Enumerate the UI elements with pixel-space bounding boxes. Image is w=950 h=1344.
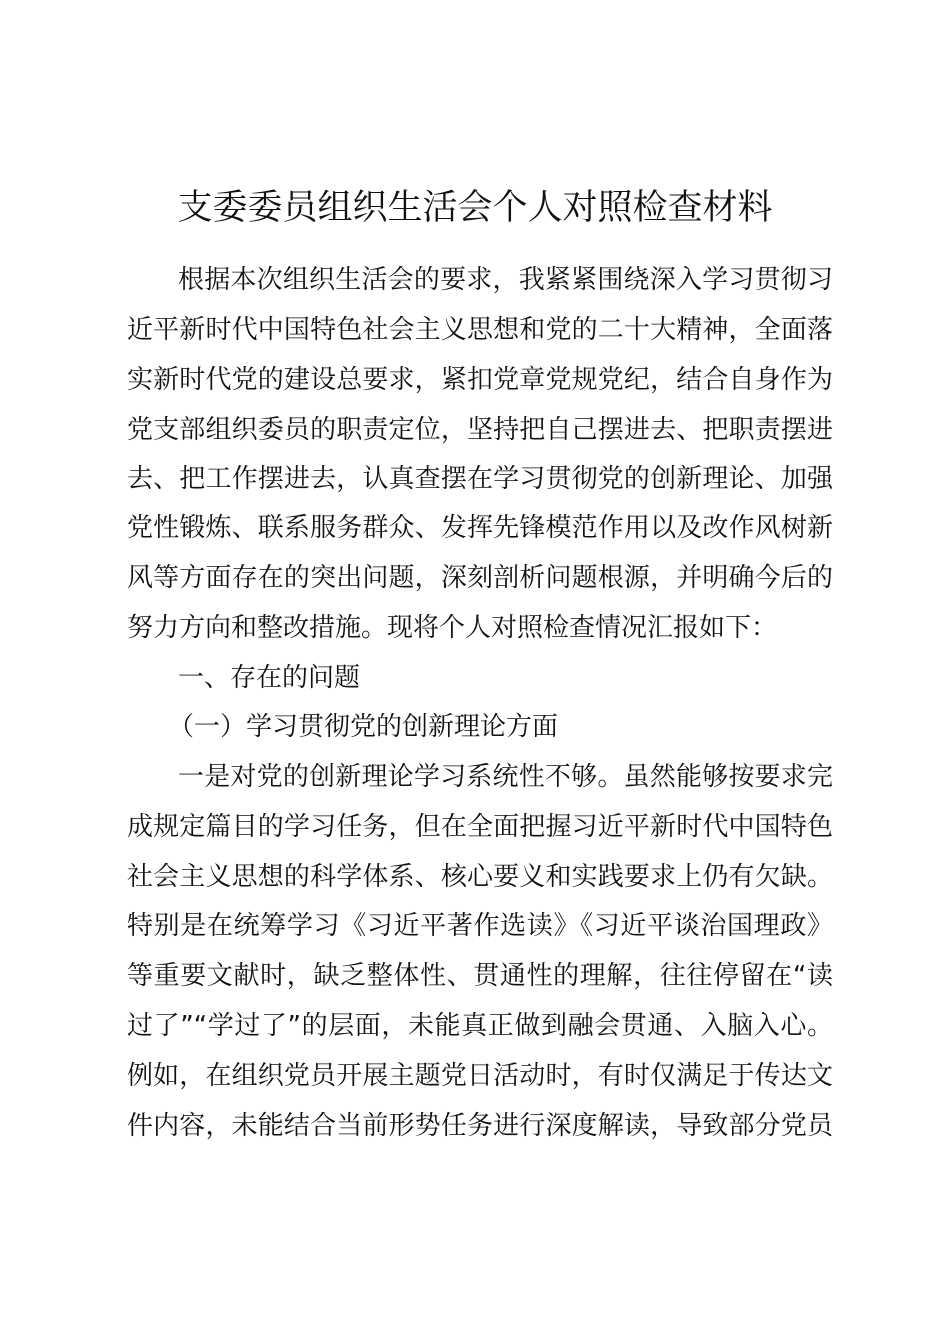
point1-line-4: 特别是在统筹学习《习近平著作选读》《习近平谈治国理政》 (127, 911, 833, 941)
intro-line-8: 努力方向和整改措施。现将个人对照检查情况汇报如下： (127, 613, 778, 643)
point1-line-8: 件内容，未能结合当前形势任务进行深度解读，导致部分党员 (127, 1111, 833, 1141)
intro-line-5: 去、把工作摆进去，认真查摆在学习贯彻党的创新理论、加强 (127, 464, 833, 494)
intro-line-4: 党支部组织委员的职责定位，坚持把自己摆进去、把职责摆进 (127, 415, 833, 445)
point1-line-1: 一是对党的创新理论学习系统性不够。虽然能够按要求完 (178, 762, 833, 792)
intro-line-2: 近平新时代中国特色社会主义思想和党的二十大精神，全面落 (127, 315, 833, 345)
subsection-heading-theory: （一）学习贯彻党的创新理论方面 (168, 712, 559, 742)
point1-line-2: 成规定篇目的学习任务，但在全面把握习近平新时代中国特色 (127, 812, 833, 842)
point1-line-3: 社会主义思想的科学体系、核心要义和实践要求上仍有欠缺。 (127, 862, 833, 892)
point1-line-5: 等重要文献时，缺乏整体性、贯通性的理解，往往停留在“读 (127, 961, 833, 991)
point1-line-6: 过了”“学过了”的层面，未能真正做到融会贯通、入脑入心。 (127, 1011, 833, 1041)
section-heading-problems: 一、存在的问题 (178, 663, 361, 693)
point1-line-7: 例如，在组织党员开展主题党日活动时，有时仅满足于传达文 (127, 1061, 833, 1091)
intro-line-1: 根据本次组织生活会的要求，我紧紧围绕深入学习贯彻习 (178, 265, 833, 295)
document-title: 支委委员组织生活会个人对照检查材料 (177, 188, 773, 228)
intro-line-6: 党性锻炼、联系服务群众、发挥先锋模范作用以及改作风树新 (127, 513, 833, 543)
intro-line-3: 实新时代党的建设总要求，紧扣党章党规党纪，结合自身作为 (127, 365, 833, 395)
intro-line-7: 风等方面存在的突出问题，深刻剖析问题根源，并明确今后的 (127, 563, 833, 593)
